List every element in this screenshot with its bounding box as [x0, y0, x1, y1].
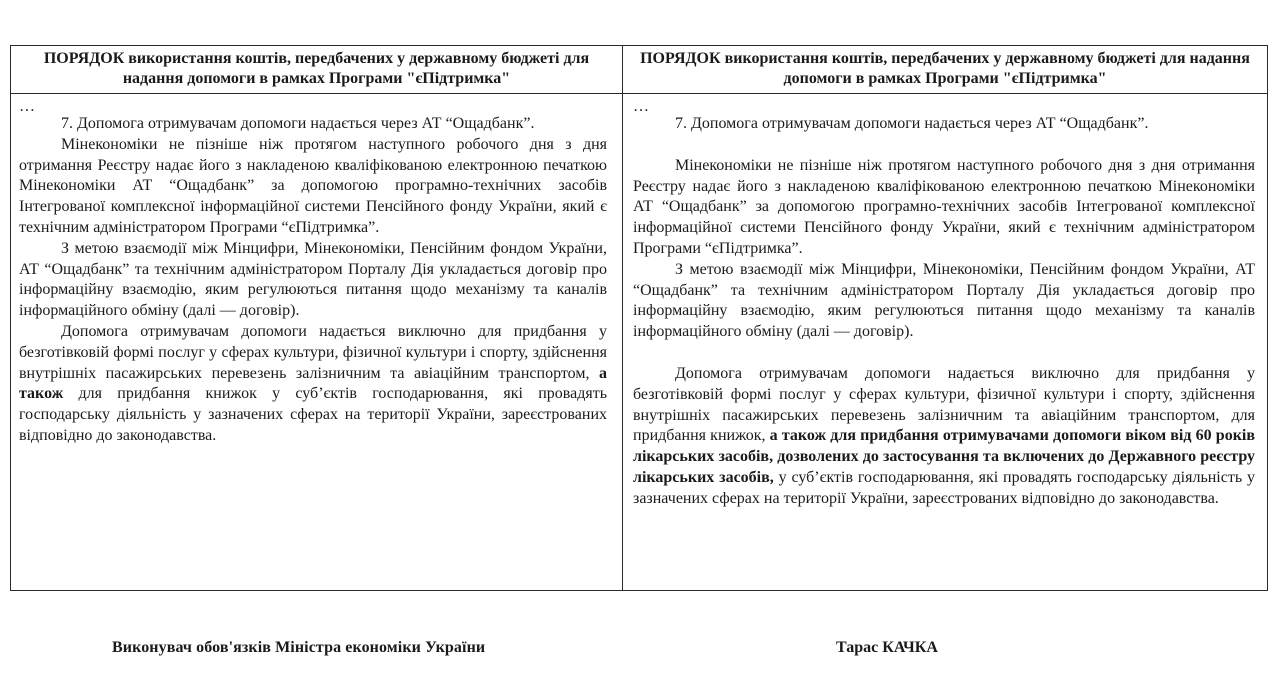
- right-paragraph-4: [633, 364, 1255, 510]
- table-header-row: [11, 46, 1268, 94]
- right-ellipsis: …: [633, 98, 649, 115]
- right-spacer-2: [633, 343, 1255, 364]
- right-spacer-1: [633, 135, 1255, 156]
- left-column-body: [11, 94, 623, 591]
- right-column-body: [623, 94, 1268, 591]
- right-paragraph-3: З метою взаємодії між Мінцифри, Мінекономіки, Пенсійним фондом України, АТ “Ощадбанк” та технічним адміністратором Порталу Дія укладається договір про інформаційну взаємодію, яким регулюються питання щодо механізму та каналів інформаційного обміну (далі — договір).: [633, 260, 1255, 341]
- right-paragraph-4-text-a: Допомога отримувачам допомоги надається виключно для придбання у безготівковій формі послуг у сферах культури, фізичної культури і спорту, здійснення внутрішніх пасажирських перевезень залізничним та авіаційним транспортом, для придбання книжок,: [633, 364, 1255, 445]
- table-body-row: [11, 94, 1268, 591]
- right-paragraph-1: 7. Допомога отримувачам допомоги надається через АТ “Ощадбанк”.: [675, 115, 1149, 132]
- left-paragraph-1: 7. Допомога отримувачам допомоги надається через АТ “Ощадбанк”.: [61, 115, 535, 132]
- left-ellipsis: …: [19, 98, 35, 115]
- left-column-header: ПОРЯДОК використання коштів, передбачених у державному бюджеті для надання допомоги в рамках Програми "єПідтримка": [11, 46, 623, 94]
- signatory-name: Тарас КАЧКА: [836, 639, 938, 656]
- left-paragraph-2: Мінекономіки не пізніше ніж протягом наступного робочого дня з дня отримання Реєстру надає його з накладеною кваліфікованою електронною печаткою Мінекономіки АТ “Ощадбанк” за допомогою програмно-технічних засобів Інтегрованої комплексної інформаційної системи Пенсійного фонду України, який є технічним адміністратором Програми “єПідтримка”.: [19, 135, 607, 236]
- comparison-table: [10, 45, 1268, 591]
- left-paragraph-4: [19, 322, 607, 447]
- left-paragraph-3: З метою взаємодії між Мінцифри, Мінекономіки, Пенсійним фондом України, АТ “Ощадбанк” та технічним адміністратором Порталу Дія укладається договір про інформаційну взаємодію, яким регулюються питання щодо механізму та каналів інформаційного обміну (далі — договір).: [19, 239, 607, 320]
- left-paragraph-4-text-a: Допомога отримувачам допомоги надається виключно для придбання у безготівковій формі послуг у сферах культури, фізичної культури і спорту, здійснення внутрішніх пасажирських перевезень залізничним та авіаційним транспортом,: [19, 322, 607, 382]
- left-paragraph-4-text-b: для придбання книжок у суб’єктів господарювання, які провадять господарську діяльність у зазначених сферах на території України, зареєстрованих відповідно до законодавства.: [19, 385, 607, 444]
- signatory-title: Виконувач обов'язків Міністра економіки України: [112, 639, 486, 656]
- right-paragraph-4-text-b: у суб’єктів господарювання, які провадять господарську діяльність у зазначених сферах на території України, зареєстрованих відповідно до законодавства.: [633, 468, 1255, 507]
- right-paragraph-4-bold: а також для придбання отримувачами допомоги віком від 60 років лікарських засобів, дозволених до застосування та включених до Державного реєстру лікарських засобів,: [633, 427, 1255, 486]
- left-paragraph-4-bold: а також: [19, 364, 607, 403]
- right-paragraph-2: Мінекономіки не пізніше ніж протягом наступного робочого дня з дня отримання Реєстру надає його з накладеною кваліфікованою електронною печаткою Мінекономіки АТ “Ощадбанк” за допомогою програмно-технічних засобів Інтегрованої комплексної інформаційної системи Пенсійного фонду України, який є технічним адміністратором Програми “єПідтримка”.: [633, 156, 1255, 257]
- right-column-header: ПОРЯДОК використання коштів, передбачених у державному бюджеті для надання допомоги в рамках Програми "єПідтримка": [623, 46, 1268, 94]
